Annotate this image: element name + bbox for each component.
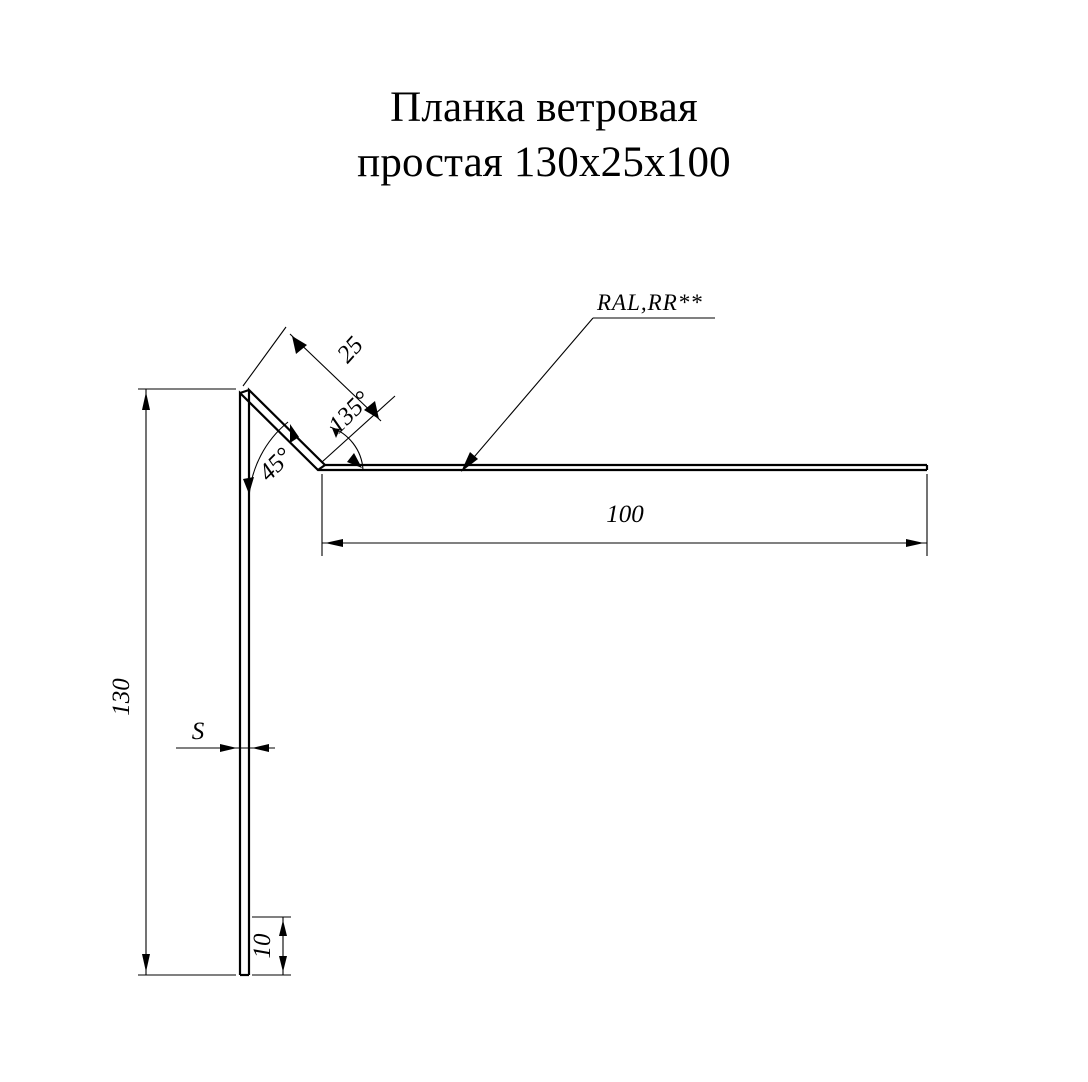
- dimension-100-arrow-right: [906, 539, 924, 547]
- dimension-130-arrow-bottom: [142, 954, 150, 972]
- dimension-s-arrow-right: [252, 744, 269, 752]
- profile-bevel-tip: [240, 390, 249, 393]
- angle-135: [323, 386, 376, 470]
- coating-note-label: RAL,RR**: [597, 290, 703, 315]
- drawing-title-line-1: Планка ветровая: [390, 84, 698, 131]
- angle-45-arrow-a: [243, 477, 254, 494]
- dimension-100-label: 100: [606, 501, 644, 528]
- dimension-10: [249, 917, 291, 975]
- profile-inner-contour: [249, 390, 927, 975]
- dimension-s-arrow-left: [220, 744, 237, 752]
- dimension-s-label: S: [191, 718, 205, 745]
- dimension-25: [243, 327, 395, 462]
- dimension-25-arrow-start: [292, 336, 307, 354]
- drawing-title-line-2: простая 130x25x100: [357, 139, 731, 187]
- dimension-10-label: 10: [249, 933, 276, 959]
- profile-outer-contour: [240, 393, 927, 975]
- dimension-100: [322, 474, 927, 556]
- angle-45-arrow-b: [290, 424, 299, 443]
- coating-note-leader-diagonal: [463, 318, 593, 470]
- dimension-130: [108, 389, 236, 975]
- dimension-100-arrow-left: [325, 539, 343, 547]
- angle-45: [243, 422, 299, 497]
- dimension-10-arrow-top: [279, 920, 287, 936]
- dimension-25-ext-start: [243, 327, 286, 386]
- dimension-130-arrow-top: [142, 392, 150, 410]
- dimension-10-arrow-bottom: [279, 956, 287, 972]
- angle-135-label: 135°: [323, 386, 377, 440]
- dimension-25-label: 25: [332, 331, 369, 369]
- dimension-130-label: 130: [108, 678, 135, 716]
- dimension-s: [176, 718, 275, 752]
- angle-45-label: 45°: [253, 442, 298, 487]
- profile-outline: [240, 390, 927, 975]
- coating-note-leader: [461, 290, 715, 472]
